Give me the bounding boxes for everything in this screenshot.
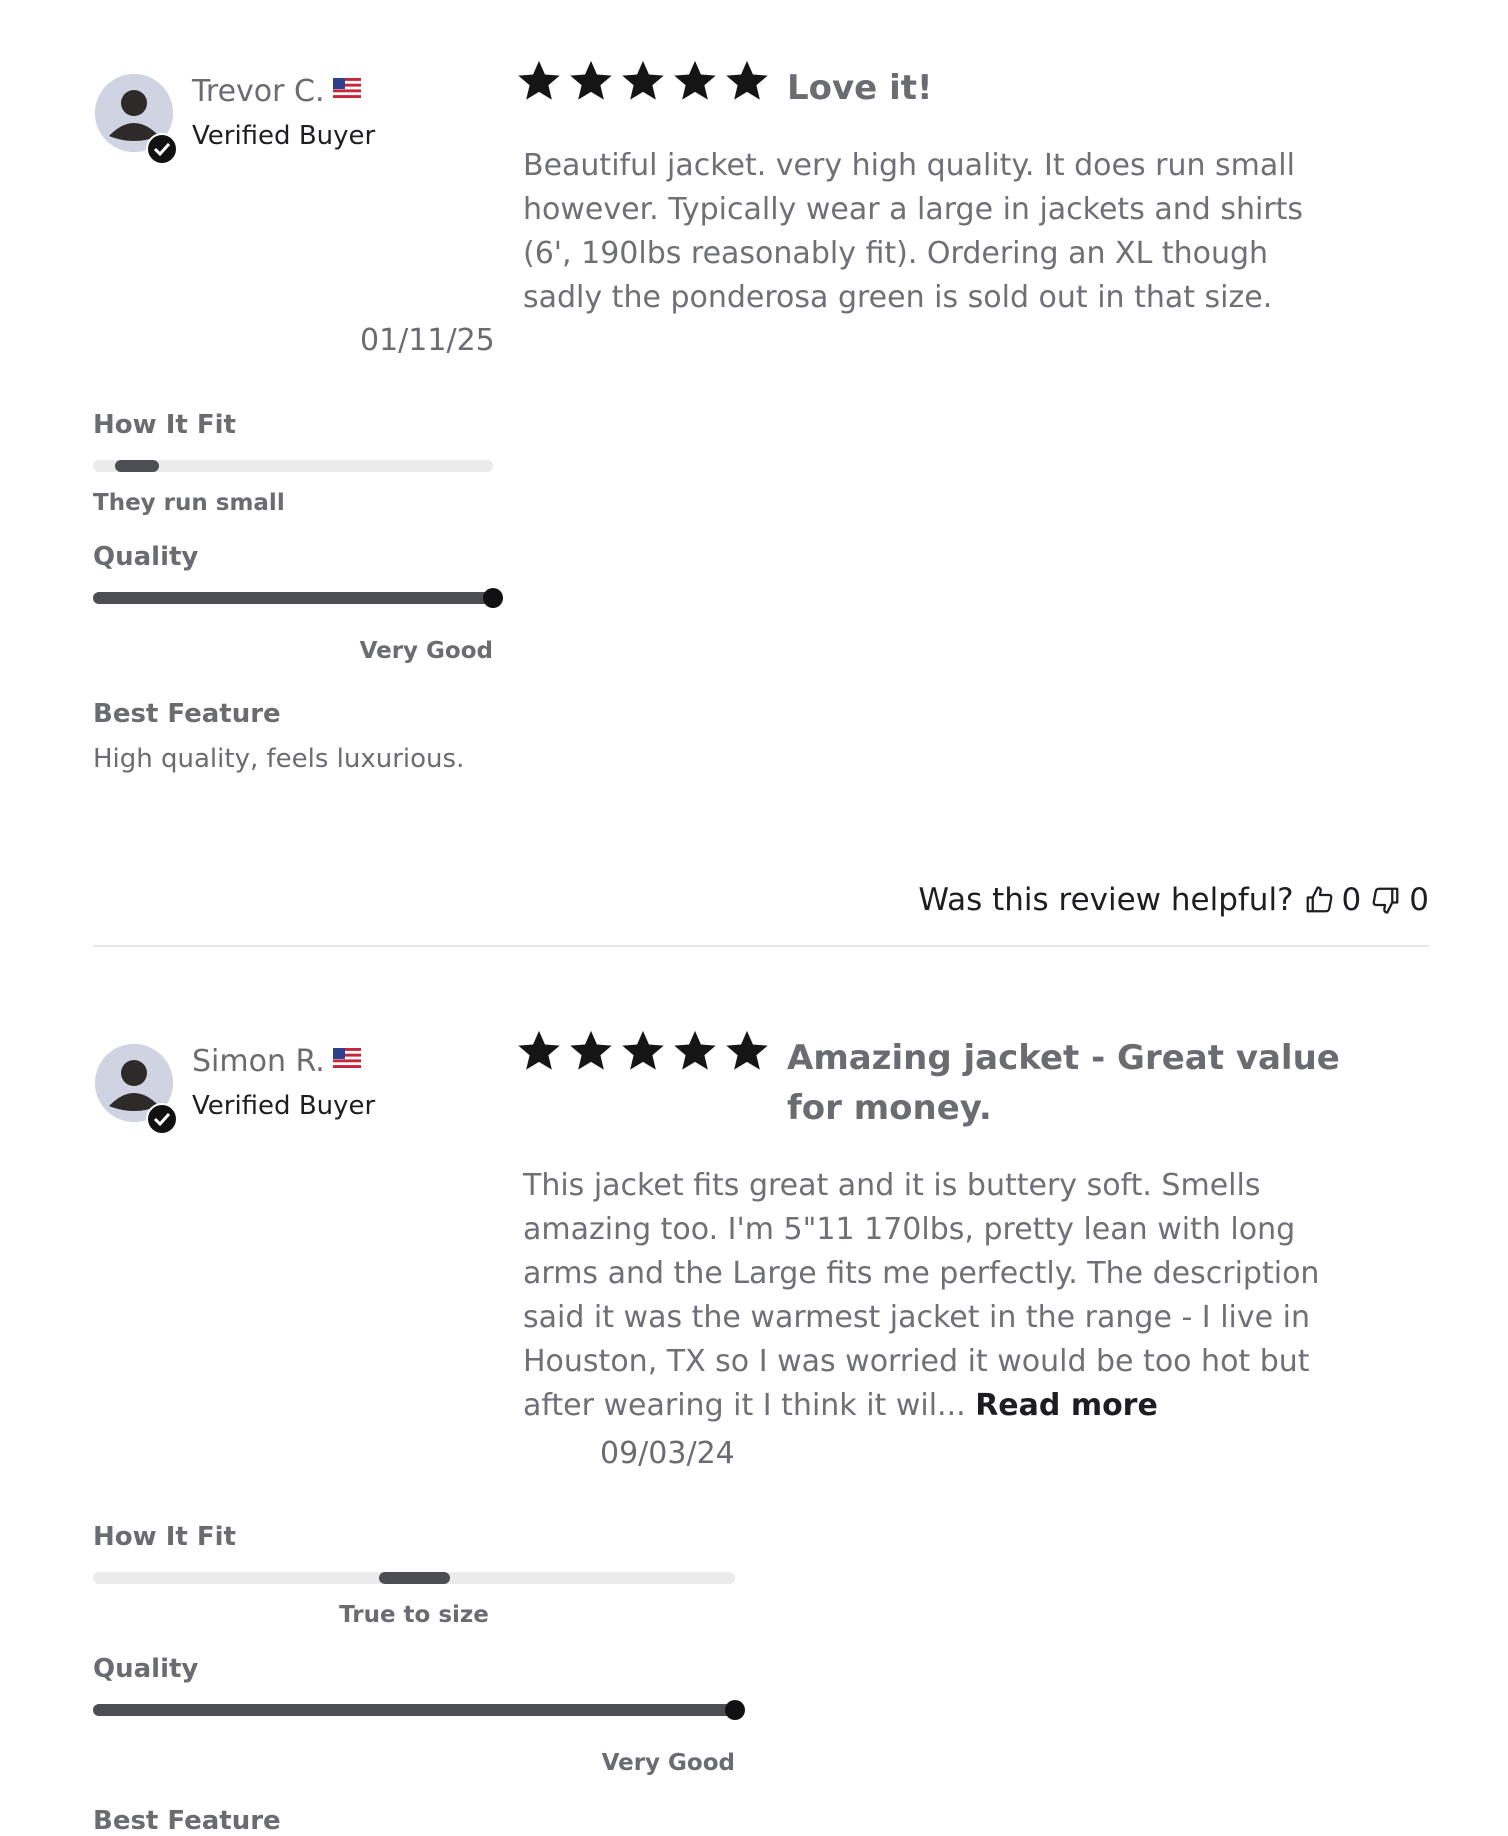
fit-text: True to size: [339, 1602, 489, 1628]
thumbs-down-icon: [1371, 885, 1401, 915]
fit-bar-fill: [379, 1572, 450, 1584]
best-feature-text: High quality, feels luxurious.: [93, 744, 465, 774]
fit-bar-fill: [115, 460, 159, 472]
reviewer-name-text: Trevor C.: [192, 74, 325, 109]
verified-check-icon: [146, 133, 178, 165]
star-icon: [620, 1028, 666, 1074]
read-more-link[interactable]: Read more: [975, 1388, 1158, 1423]
thumbs-down-count: 0: [1409, 882, 1429, 918]
star-icon: [672, 1028, 718, 1074]
reviewer-name: [192, 74, 361, 109]
star-icon: [620, 58, 666, 104]
quality-text: Very Good: [601, 1750, 735, 1776]
quality-bar-fill: [93, 1704, 735, 1716]
thumbs-down-button[interactable]: [1371, 882, 1429, 918]
verified-buyer-label: Verified Buyer: [192, 1091, 376, 1121]
best-feature-label: Best Feature: [93, 699, 281, 729]
star-icon: [672, 58, 718, 104]
review-title: Amazing jacket - Great value for money.: [787, 1038, 1340, 1128]
review-body: [523, 1164, 1363, 1428]
quality-bar-knob: [483, 588, 503, 608]
fit-bar: [93, 1572, 735, 1584]
review-date: 01/11/25: [360, 323, 495, 358]
fit-text: They run small: [93, 490, 285, 516]
star-icon: [724, 1028, 770, 1074]
fit-label: How It Fit: [93, 410, 236, 440]
review-title: Love it!: [787, 68, 933, 108]
star-rating: [516, 1028, 770, 1074]
star-icon: [516, 58, 562, 104]
quality-label: Quality: [93, 1654, 199, 1684]
thumbs-up-icon: [1304, 885, 1334, 915]
quality-bar: [93, 1704, 735, 1716]
helpful-row: [918, 882, 1429, 918]
helpful-question: Was this review helpful?: [918, 882, 1294, 918]
fit-bar: [93, 460, 493, 472]
quality-bar: [93, 592, 493, 604]
us-flag-icon: [333, 1048, 361, 1068]
star-rating: [516, 58, 770, 104]
star-icon: [568, 58, 614, 104]
review-divider: [93, 945, 1429, 947]
us-flag-icon: [333, 78, 361, 98]
quality-bar-fill: [93, 592, 493, 604]
star-icon: [568, 1028, 614, 1074]
quality-text: Very Good: [359, 638, 493, 664]
star-icon: [516, 1028, 562, 1074]
fit-label: How It Fit: [93, 1522, 236, 1552]
verified-check-icon: [146, 1103, 178, 1135]
review-body-text: This jacket fits great and it is buttery soft. Smells amazing too. I'm 5"11 170lbs, pretty lean with long arms and the Large fits me perfectly. The description said it was the warmest jacket in the range - I live in Houston, TX so I was worried it would be too hot but after wearing it I think it wil...: [523, 1168, 1320, 1423]
best-feature-label: Best Feature: [93, 1806, 281, 1836]
quality-bar-knob: [725, 1700, 745, 1720]
star-icon: [724, 58, 770, 104]
thumbs-up-count: 0: [1341, 882, 1362, 918]
thumbs-up-button[interactable]: [1304, 882, 1362, 918]
quality-label: Quality: [93, 542, 199, 572]
verified-buyer-label: Verified Buyer: [192, 121, 376, 151]
review-body: Beautiful jacket. very high quality. It does run small however. Typically wear a large in jackets and shirts (6', 190lbs reasonably fit). Ordering an XL though sadly the ponderosa green is sold out in that size.: [523, 148, 1304, 315]
reviewer-name: [192, 1044, 361, 1079]
reviewer-name-text: Simon R.: [192, 1044, 325, 1079]
review-date: 09/03/24: [600, 1436, 735, 1471]
